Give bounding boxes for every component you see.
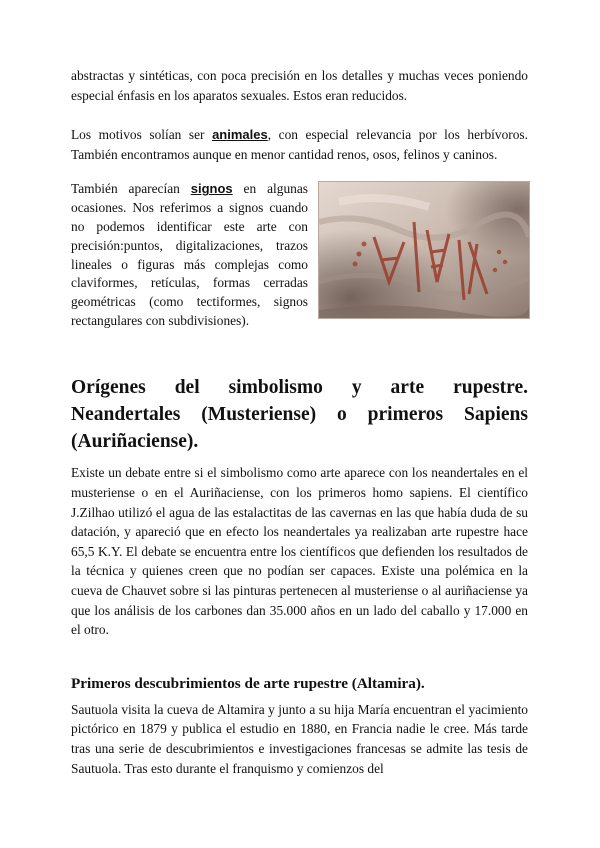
section-heading-origins bbox=[71, 374, 528, 455]
signs-section bbox=[71, 180, 528, 350]
cave-painting-photo bbox=[318, 181, 530, 319]
paragraph-text: También aparecían bbox=[71, 181, 191, 197]
section-heading-discoveries: Primeros descubrimientos de arte rupestre (Altamira). bbox=[71, 674, 425, 692]
paragraph-animal-motifs bbox=[71, 125, 528, 164]
paragraph-text: , con especial relevancia por los herbívoros. También encontramos aunque en menor cantidad renos, osos, felinos y caninos. bbox=[71, 127, 528, 162]
paragraph-altamira: Sautuola visita la cueva de Altamira y junto a su hija María encuentran el yacimiento pictórico en 1879 y publica el estudio en 1880, en Francia nadie le cree. Más tarde tras una serie de descubrimientos e investigaciones francesas se admite las tesis de Sautuola. Tras esto durante el franquismo y comienzos del bbox=[71, 701, 528, 776]
heading-line: (Auriñaciense). bbox=[71, 431, 199, 453]
paragraph-debate: Existe un debate entre si el simbolismo como arte aparece con los neandertales en el musteriense o en el Auriñaciense, con los primeros homo sapiens. El científico J.Zilhao utilizó el agua de las estalactitas de las cavernas en las que había duda de su datación, y apareció que en efecto los neandertales ya realizaban arte rupestre hace 65,5 K.Y. El debate se encuentra entre los científicos que defienden los resultados de la técnica y quienes creen que no podían ser capaces. Existe una polémica en la cueva de Chauvet sobre si las pinturas pertenecen al musteriense o al auriñaciense ya que los análisis de los carbones dan 35.000 años en un lado del caballo y 17.000 en el otro. bbox=[71, 465, 528, 638]
keyword-animales: animales bbox=[212, 127, 268, 143]
keyword-signos: signos bbox=[190, 181, 233, 197]
paragraph-text: Los motivos solían ser bbox=[71, 127, 213, 143]
heading-line: Orígenes del simbolismo y arte rupestre. bbox=[71, 377, 528, 399]
paragraph-signs bbox=[71, 180, 308, 330]
document-page bbox=[71, 66, 528, 778]
paragraph-text: en algunas ocasiones. Nos referimos a signos cuando no podemos identificar este arte con precisión:puntos, digitalizaciones, trazos lineales o figuras más complejas como claviformes, retículas, formas cerradas geométricas (como tectiformes, signos rectangulares con subdivisiones). bbox=[71, 181, 308, 328]
paragraph-abstract-figures: abstractas y sintéticas, con poca precisión en los detalles y muchas veces poniendo especial énfasis en los aparatos sexuales. Estos eran reducidos. bbox=[71, 68, 528, 103]
cave-painting-image bbox=[319, 182, 529, 318]
heading-line: Neandertales (Musteriense) o primeros Sapiens bbox=[71, 404, 528, 426]
signs-text-column bbox=[71, 180, 308, 330]
